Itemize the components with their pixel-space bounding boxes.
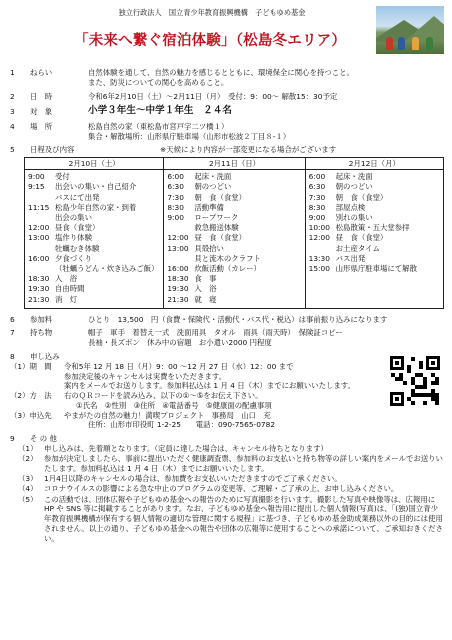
schedule-item [28, 182, 161, 192]
section-schedule [10, 145, 444, 308]
schedule-item [309, 203, 441, 213]
section-number: 6 [10, 314, 15, 324]
schedule-time: 12:00 [167, 233, 189, 243]
schedule-event: お土産タイム [335, 243, 380, 253]
schedule-item [167, 274, 302, 284]
day-items [164, 170, 304, 307]
schedule-time: 8:30 [308, 202, 326, 212]
schedule-event: 炊飯活動（カレー） [194, 263, 261, 273]
schedule-item [167, 223, 302, 233]
schedule-item [28, 264, 161, 274]
schedule-item [28, 295, 161, 305]
schedule-item [167, 244, 302, 254]
other-notes-list [10, 444, 444, 544]
schedule-item [28, 244, 161, 254]
destination-text: やまがたの自然の魅力！満喫プロジェクト 事務局 山口 充 [64, 410, 271, 420]
section-place [10, 122, 444, 142]
schedule-item [167, 172, 302, 182]
schedule-item [309, 254, 441, 264]
schedule-event: 出会の集い [55, 213, 92, 222]
schedule-time: 19:30 [28, 284, 50, 294]
schedule-time: 18:30 [28, 274, 50, 284]
other-title: そ の 他 [30, 434, 57, 444]
schedule-item [167, 295, 302, 305]
period-note-1: 参加決定後のキャンセルは実費をいただきます。 [64, 371, 227, 381]
period-label: （1）期 間 [10, 361, 52, 371]
schedule-event: 起床・洗面 [194, 172, 232, 182]
schedule-time: 9:00 [167, 213, 184, 222]
section-label: 日 時 [30, 91, 53, 101]
schedule-day-column [164, 158, 305, 307]
note-prefix: （3） [18, 474, 38, 484]
note-prefix: （5） [18, 494, 38, 504]
schedule-event: 松島少年自然の家・到着 [55, 202, 137, 212]
note-prefix: （2） [18, 454, 38, 464]
section-label: 持ち物 [30, 328, 53, 338]
schedule-time: 10:00 [308, 223, 330, 233]
schedule-time: 7:30 [308, 192, 326, 202]
date-text: 令和6年2月10日（土）～2月11日（月） 受付：9：00～ 解散15：30予定 [88, 91, 338, 101]
schedule-time: 6:30 [308, 182, 326, 192]
note-prefix: （4） [18, 484, 38, 494]
schedule-item [309, 233, 441, 243]
section-label: 対 象 [30, 106, 53, 116]
other-note [10, 484, 444, 494]
method-items: ①氏名 ②性別 ③住所 ④電話番号 ⑤健康面の配慮事項 [76, 400, 272, 410]
schedule-item [28, 284, 161, 294]
place-line-1: 松島自然の家（東松島市宮戸字二ツ橋１） [88, 121, 229, 131]
schedule-event: 山形県庁駐車場にて解散 [335, 263, 417, 273]
schedule-event: バス出発 [335, 253, 366, 263]
method-text: 右のＱＲコードを読み込み、以下の①～⑤をお伝え下さい。 [64, 391, 263, 401]
schedule-time [28, 193, 55, 203]
person-figure [386, 37, 393, 50]
schedule-event: 入 浴 [194, 284, 217, 294]
schedule-item [28, 223, 161, 233]
other-note [10, 474, 444, 484]
schedule-item [309, 213, 441, 223]
note-prefix: （1） [18, 443, 38, 453]
schedule-event: 部屋点検 [335, 202, 366, 212]
schedule-time: 21:30 [167, 294, 189, 304]
section-number: 5 [10, 145, 15, 155]
section-number: 8 [10, 351, 15, 361]
section-label: ねらい [30, 68, 53, 77]
target-text: 小学３年生～中学１年生 ２４名 [88, 105, 232, 117]
items-line-2: 長袖・長ズボン 休み中の宿題 お小遣い2000 円程度 [88, 338, 272, 348]
schedule-day-column [25, 158, 164, 307]
schedule-event: 起床・洗面 [335, 172, 373, 182]
schedule-item [28, 213, 161, 223]
schedule-event: 救急搬送体験 [194, 223, 239, 233]
schedule-time: 6:30 [167, 182, 184, 192]
schedule-time: 13:00 [28, 233, 50, 243]
section-number: 7 [10, 328, 15, 338]
schedule-event: 消 灯 [55, 294, 78, 304]
schedule-event: 塩作り体験 [55, 233, 92, 243]
section-number: 3 [10, 106, 15, 116]
day-header: 2月11日（日） [164, 158, 304, 170]
schedule-event: 別れの集い [335, 213, 373, 222]
schedule-event: バスにて出発 [55, 192, 100, 202]
person-figure [412, 37, 419, 50]
day-header: 2月10日（土） [25, 158, 163, 170]
schedule-item [167, 284, 302, 294]
schedule-event: （牡蠣うどん・炊き込みご飯） [55, 263, 159, 273]
schedule-time [167, 223, 194, 233]
schedule-event: ロープワーク [194, 213, 239, 222]
schedule-time: 9:00 [308, 213, 326, 222]
schedule-item [28, 254, 161, 264]
section-apply [10, 352, 444, 430]
schedule-time: 6:00 [308, 172, 326, 182]
schedule-item [28, 274, 161, 284]
schedule-time: 12:00 [28, 223, 50, 233]
schedule-time: 16:00 [28, 253, 50, 263]
schedule-time: 16:00 [167, 263, 189, 273]
aim-text-2: また、防災についての関心を高めること。 [88, 77, 229, 87]
schedule-item [309, 182, 441, 192]
schedule-time [167, 254, 194, 264]
schedule-time: 13:30 [308, 253, 330, 263]
schedule-event: 入 浴 [55, 274, 78, 284]
section-number: 1 [10, 68, 15, 77]
schedule-time: 13:00 [167, 243, 189, 253]
schedule-event: 朝 食（食堂） [335, 192, 388, 202]
section-number: 2 [10, 91, 15, 101]
period-note-2: 案内をメールでお送りします。参加料払込は 1 月 4 日（木）までにお願いいたします。 [64, 381, 355, 391]
organizer-line: 独立行政法人 国立青少年教育振興機構 子どもゆめ基金 [118, 8, 306, 17]
schedule-event: 昼食（食堂） [55, 223, 100, 233]
schedule-event: 出会いの集い・自己紹介 [55, 182, 137, 192]
header-photo [376, 6, 444, 54]
schedule-time: 12:00 [308, 233, 330, 243]
day-header: 2月12日（月） [306, 158, 443, 170]
place-line-2: 集合・解散場所：山形県庁駐車場（山形市松波２丁目８-１） [88, 131, 291, 141]
schedule-time: 8:30 [167, 202, 184, 212]
destination-label: （3）申込先 [10, 410, 52, 420]
section-fee [10, 315, 444, 325]
schedule-item [309, 193, 441, 203]
note-text: この活動では、団体広報や子どもゆめ基金への報告のために写真撮影を行います。撮影した写真や映像等は、広報用に HP や SNS 等に掲載することがあります。なお、子どもゆめ基金へ報告用に提出した個人情報(写真)は、「(独)国立青少年教育振興機構が保有する個人情報の適切な管理に関する規程」に基づき、子どもゆめ基金助成業務以外の目的には使用されません。以上の通り、子どもゆめ基金への報告や団体の広報等に使用することへの承諾について、ご承知おきください。 [44, 494, 443, 543]
other-note [10, 444, 444, 454]
schedule-event: 自由時間 [55, 284, 85, 294]
section-target [10, 105, 444, 118]
address-phone: 住所：山形市印役町 1-2-25 電話：090-7565-0782 [88, 420, 276, 430]
section-aim [10, 68, 444, 88]
schedule-item [309, 172, 441, 182]
schedule-event: 朝のつどい [335, 182, 373, 192]
schedule-item [28, 193, 161, 203]
schedule-item [28, 203, 161, 213]
section-number: 9 [10, 434, 15, 444]
section-items [10, 328, 444, 348]
flyer-header [10, 6, 444, 68]
schedule-time [28, 213, 55, 223]
schedule-time: 9:00 [28, 172, 45, 182]
schedule-event: 活動準備 [194, 202, 224, 212]
schedule-time: 7:30 [167, 192, 184, 202]
fee-text: ひとり 13,500 円（食費・保険代・活動代・バス代・税込）は事前振り込みになります [88, 314, 388, 324]
note-text: コロナウイルスの影響による急な中止のプログラムの変更等、ご理解・ご了承の上、お申し込みください。 [44, 484, 399, 494]
schedule-item [167, 182, 302, 192]
section-date [10, 92, 444, 102]
schedule-item [167, 213, 302, 223]
schedule-item [28, 233, 161, 243]
application-qr-code[interactable] [390, 356, 440, 406]
period-text: 令和5年 12 月 18 日（月）9：00 ～12 月 27 日（水）12：00 まで [64, 361, 294, 371]
schedule-item [167, 203, 302, 213]
day-items [306, 170, 443, 277]
schedule-time: 9:15 [28, 182, 45, 192]
schedule-time: 6:00 [167, 172, 184, 182]
schedule-event: 貝と流木のクラフト [194, 253, 261, 263]
schedule-event: 昼 食（食堂） [194, 233, 247, 243]
schedule-event: 夕食づくり [55, 253, 92, 263]
schedule-event: 朝 食（食堂） [194, 192, 247, 202]
schedule-time: 18:30 [167, 274, 189, 284]
section-number: 4 [10, 121, 15, 131]
schedule-time: 15:00 [308, 263, 330, 273]
schedule-item [167, 193, 302, 203]
schedule-item [28, 172, 161, 182]
note-text: 参加が決定しましたら、事前に提出いただく健康調査票、参加料のお支払いと持ち物等の詳しい案内をメールでお送りいたします。参加料払込は 1 月 4 日（木）までにお願いいたします。 [44, 454, 443, 473]
schedule-item [309, 264, 441, 274]
note-text: 1月4日以降のキャンセルの場合は、参加費をお支払いいただきますのでご了承ください。 [44, 474, 342, 484]
section-label: 参加料 [30, 314, 53, 324]
apply-title: 申し込み [30, 351, 60, 361]
schedule-event: 貝殻拾い [194, 243, 224, 253]
schedule-event: 受付 [55, 172, 70, 182]
schedule-time [28, 264, 55, 274]
schedule-event: 食 事 [194, 274, 217, 284]
aim-text-1: 自然体験を通して、自然の魅力を感じるとともに、環境保全に関心を持つこと。 [88, 68, 354, 77]
schedule-item [167, 233, 302, 243]
note-text: 申し込みは、先着順となります。（定員に達した場合は、キャンセル待ちとなります） [44, 443, 328, 453]
method-label: （2）方 法 [10, 391, 52, 401]
other-note [10, 495, 444, 544]
section-other [10, 434, 444, 543]
event-title: 「未来へ繋ぐ宿泊体験」（松島冬エリア） [74, 33, 347, 49]
other-note [10, 454, 444, 474]
schedule-event: 就 寝 [194, 294, 217, 304]
schedule-event: 牡蠣むき体験 [55, 243, 100, 253]
schedule-item [309, 244, 441, 254]
schedule-time [309, 244, 336, 254]
schedule-note: ※天候により内容が一部変更になる場合がございます [160, 145, 337, 155]
schedule-event: 昼 食（食堂） [335, 233, 388, 243]
schedule-day-column [306, 158, 443, 307]
schedule-time: 11:15 [28, 202, 50, 212]
schedule-event: 朝のつどい [194, 182, 232, 192]
items-line-1: 帽子 軍手 着替え一式 洗面用具 タオル 雨具（雨天時） 保険証コピー [88, 328, 343, 338]
section-label: 場 所 [30, 121, 53, 131]
schedule-item [309, 223, 441, 233]
schedule-time: 19:30 [167, 284, 189, 294]
day-items [25, 170, 163, 307]
person-figure [426, 37, 433, 50]
schedule-item [167, 264, 302, 274]
schedule-table [24, 157, 444, 308]
person-figure [398, 37, 405, 50]
schedule-time [28, 244, 55, 254]
schedule-time: 21:30 [28, 294, 50, 304]
schedule-title: 日程及び内容 [30, 145, 75, 155]
schedule-item [167, 254, 302, 264]
schedule-event: 松島散策・五大堂参拝 [335, 223, 410, 233]
